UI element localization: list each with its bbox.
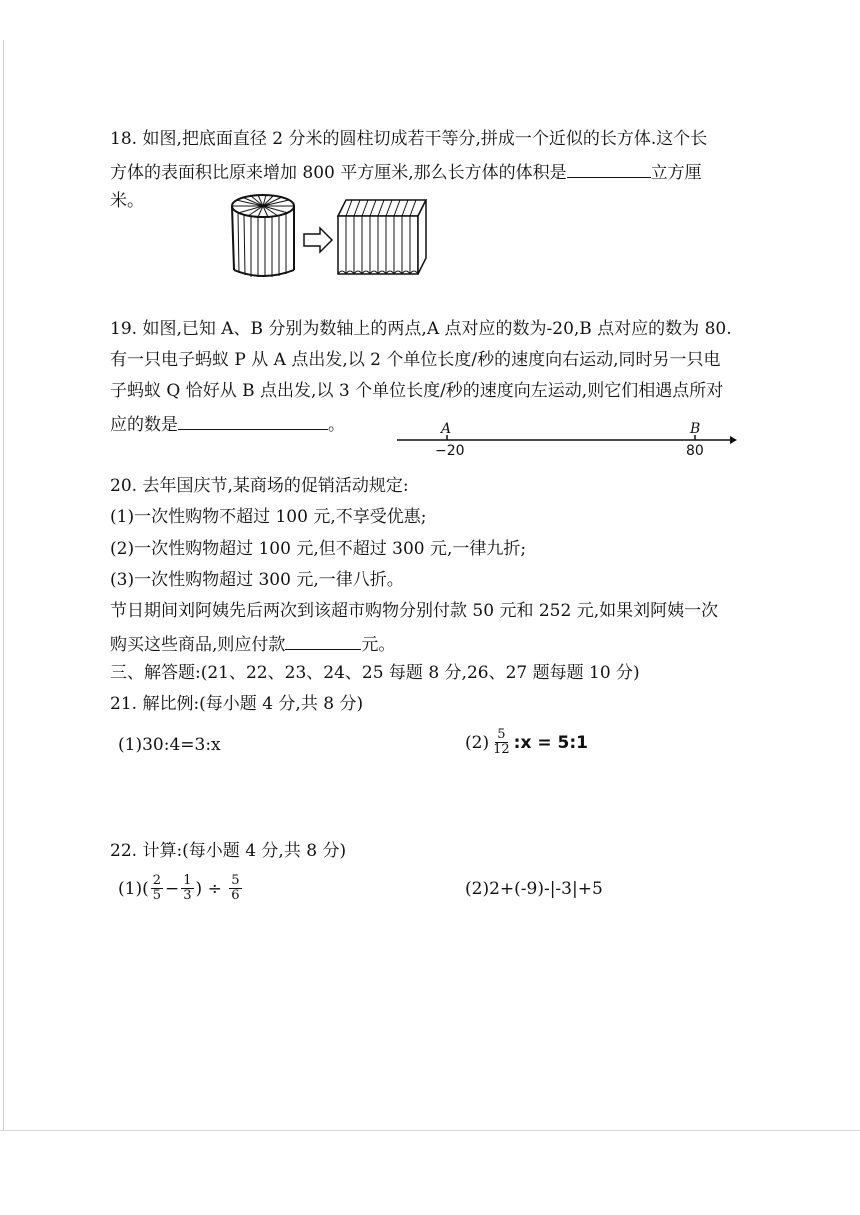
point-b-value: 80 [686,443,704,459]
q21-part-2-prefix: (2) [465,732,490,753]
q22-title: 22. 计算:(每小题 4 分,共 8 分) [110,841,347,861]
q22-part-2: (2)2+(-9)-|-3|+5 [465,879,603,899]
q21-title: 21. 解比例:(每小题 4 分,共 8 分) [110,694,364,714]
q19-answer-blank[interactable] [178,411,328,430]
page-edge-left [3,40,4,1130]
point-b-label: B [690,421,701,437]
q20-rule-3: (3)一次性购物超过 300 元,一律八折。 [110,570,404,590]
q19-line-4-end: 。 [328,415,345,435]
q19-line-1: 19. 如图,已知 A、B 分别为数轴上的两点,A 点对应的数为-20,B 点对应的数为 80. [110,319,732,339]
q22-fraction-2 [181,874,193,903]
q21-part-1: (1)30:4=3:x [118,735,221,755]
q19-line-3: 子蚂蚁 Q 恰好从 B 点出发,以 3 个单位长度/秒的速度向左运动,则它们相遇点所对 [110,381,724,401]
q20-line-5: 节日期间刘阿姨先后两次到该超市购物分别付款 50 元和 252 元,如果刘阿姨一次 [110,601,719,621]
q20-answer-blank[interactable] [285,631,361,650]
q22-fraction-3 [229,874,241,903]
q22-fraction-3-numerator: 5 [231,873,240,888]
point-a-value: −20 [435,443,465,459]
q19-line-4-text: 应的数是 [110,415,178,435]
q18-line-1: 18. 如图,把底面直径 2 分米的圆柱切成若干等分,拼成一个近似的长方体.这个长 [110,129,708,149]
q18-line-2 [110,159,702,184]
q20-rule-2: (2)一次性购物超过 100 元,但不超过 300 元,一律九折; [110,539,527,559]
page-edge-bottom [0,1130,860,1131]
q18-line-2-end: 立方厘 [650,163,702,183]
q22-fraction-1-numerator: 2 [152,873,161,888]
q22-part-1-prefix: (1)( [118,878,149,899]
q19-line-2: 有一只电子蚂蚁 P 从 A 点出发,以 2 个单位长度/秒的速度向右运动,同时另一只电 [110,350,721,370]
q22-fraction-3-denominator: 6 [231,888,240,903]
q20-rule-1: (1)一次性购物不超过 100 元,不享受优惠; [110,507,427,527]
q21-fraction [491,728,512,757]
point-a-label: A [441,421,452,437]
q22-part-1 [118,874,244,903]
q19-line-4 [110,411,345,436]
q22-fraction-1-denominator: 5 [152,888,161,903]
q22-fraction-2-numerator: 1 [183,873,192,888]
q22-fraction-1 [151,874,163,903]
q21-fraction-denominator: 12 [493,742,510,757]
q20-line-6-text: 购买这些商品,则应付款 [110,635,286,655]
section-3-heading: 三、解答题:(21、22、23、24、25 每题 8 分,26、27 题每题 10 分) [110,663,640,683]
q18-line-2-text: 方体的表面积比原来增加 800 平方厘米,那么长方体的体积是 [110,163,567,183]
q20-line-6 [110,631,395,656]
q18-line-3: 米。 [110,191,144,211]
q21-part-2 [465,728,588,757]
q21-part-2-rest: :x = 5:1 [513,732,588,753]
q20-line-6-end: 元。 [361,635,396,655]
cylinder-to-cuboid-figure [228,192,438,282]
q22-fraction-2-denominator: 3 [183,888,192,903]
q21-fraction-numerator: 5 [497,727,506,742]
q22-divide-sign: ) ÷ [195,878,228,899]
q22-minus-sign: − [165,878,180,899]
q18-answer-blank[interactable] [567,159,651,178]
q20-line-1: 20. 去年国庆节,某商场的促销活动规定: [110,476,409,496]
